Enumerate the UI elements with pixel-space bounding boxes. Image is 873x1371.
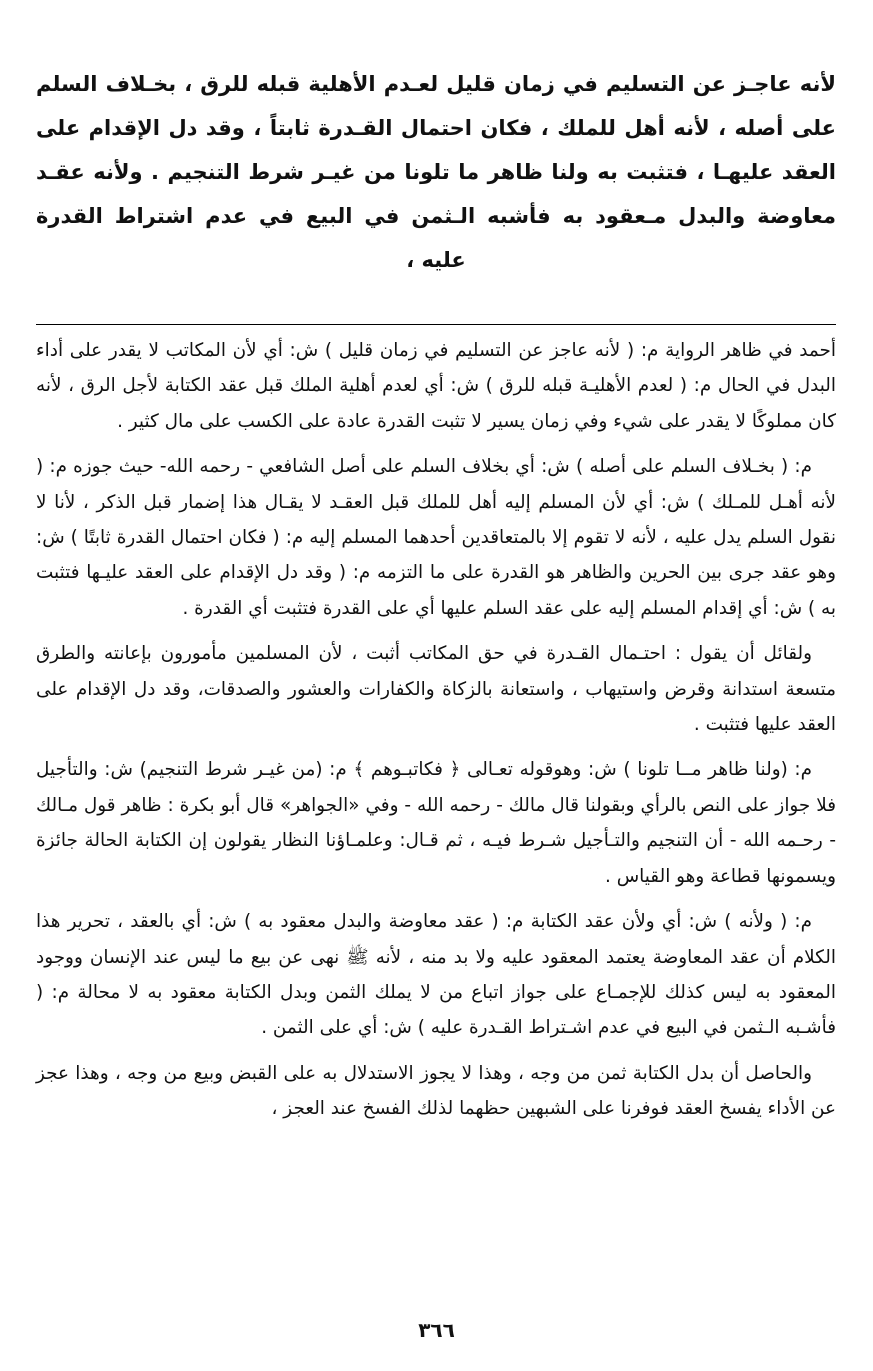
page-content: [36, 62, 836, 1352]
commentary-paragraph-1: أحمد في ظاهر الرواية م: ( لأنه عاجز عن التسليم في زمان قليل ) ش: أي لأن المكاتب لا يقدر على أداء البدل في الحال م: ( لعدم الأهليـة قبله للرق ) ش: أي لعدم أهلية الملك قبل عقد الكتابة لأجل الرق ، لأنه كان مملوكًا لا يقدر على شيء وفي زمان يسير لا تثبت القدرة عادة على الكسب على مال كثير .: [36, 340, 836, 432]
page-number: ٣٦٦: [418, 1318, 455, 1342]
commentary-paragraph-6: والحاصل أن بدل الكتابة ثمن من وجه ، وهذا لا يجوز الاستدلال به على القبض وبيع من وجه ، وهذا عجز عن الأداء يفسخ العقد فوفرنا على الشبهين حظهما لذلك الفسخ عند العجز ،: [36, 1062, 836, 1120]
main-text: لأنه عاجـز عن التسليم في زمان قليل لعـدم الأهلية قبله للرق ، بخـلاف السلم على أصله ، لأنه أهل للملك ، فكان احتمال القـدرة ثابتاً ، وقد دل الإقدام على العقد عليهـا ، فتثبت به ولنا ظاهر ما تلونا من غيـر شرط التنجيم . ولأنه عقـد معاوضة والبدل مـعقود به فأشبه الـثمن في البيع في عدم اشتراط القدرة عليه ،: [36, 72, 836, 272]
footnote-separator: [36, 324, 836, 325]
commentary-paragraph-3: ولقائل أن يقول : احتـمال القـدرة في حق المكاتب أثبت ، لأن المسلمين مأمورون بإعانته والطرق متسعة استدانة وقرض واستيهاب ، واستعانة بالزكاة والكفارات والعشور والصدقات، وقد دل الإقدام على العقد عليها فتثبت .: [36, 643, 836, 736]
commentary-paragraph-4: م: (ولنا ظاهر مــا تلونا ) ش: وهوقوله تعـالى ﴿ فكاتبـوهم ﴾ م: (من غيـر شرط التنجيم) ش: والتأجيل فلا جواز على النص بالرأي وبقولنا قال مالك - رحمه الله - وفي «الجواهر» قال أبو بكرة : ظاهر قول مـالك - رحـمه الله - أن التنجيم والتـأجيل شـرط فيـه ، ثم قـال: وعلمـاؤنا النظار يقولون إن الكتابة الحالة جائزة ويسمونها قطاعة وهو القياس .: [36, 759, 836, 887]
commentary-paragraph-2: م: ( بخـلاف السلم على أصله ) ش: أي بخلاف السلم على أصل الشافعي - رحمه الله- حيث جوزه م: ( لأنه أهـل للمـلك ) ش: أي لأن المسلم إليه أهل للملك قبل العقـد لا يقـال هذا إضمار قبل الذكر ، لأنا لا نقول السلم يدل عليه ، لأنه لا تقوم إلا بالمتعاقدين أحدهما المسلم إليه م: ( فكان احتمال القدرة ثابتًا ) ش: وهو عقد جرى بين الحرين والظاهر هو القدرة على ما التزمه م: ( وقد دل الإقدام على العقد عليـها فتثبت به ) ش: أي إقدام المسلم إليه على عقد السلم عليها أي على القدرة فتثبت أي القدرة .: [36, 456, 836, 619]
commentary: [36, 333, 836, 1127]
commentary-paragraph-5: م: ( ولأنه ) ش: أي ولأن عقد الكتابة م: ( عقد معاوضة والبدل معقود به ) ش: أي بالعقد ، تحرير هذا الكلام أن عقد المعاوضة يعتمد المعقود عليه ولا بد منه ، لأنه ﷺ نهى عن بيع ما ليس عند الإنسان ووجود المعقود به ليس كذلك للإجمـاع على جواز اتباع من لا يملك الثمن وبدل الكتابة معقود به لا محالة م: ( فأشـبه الـثمن في البيع في عدم اشـتراط القـدرة عليه ) ش: أي على الثمن .: [36, 911, 836, 1039]
